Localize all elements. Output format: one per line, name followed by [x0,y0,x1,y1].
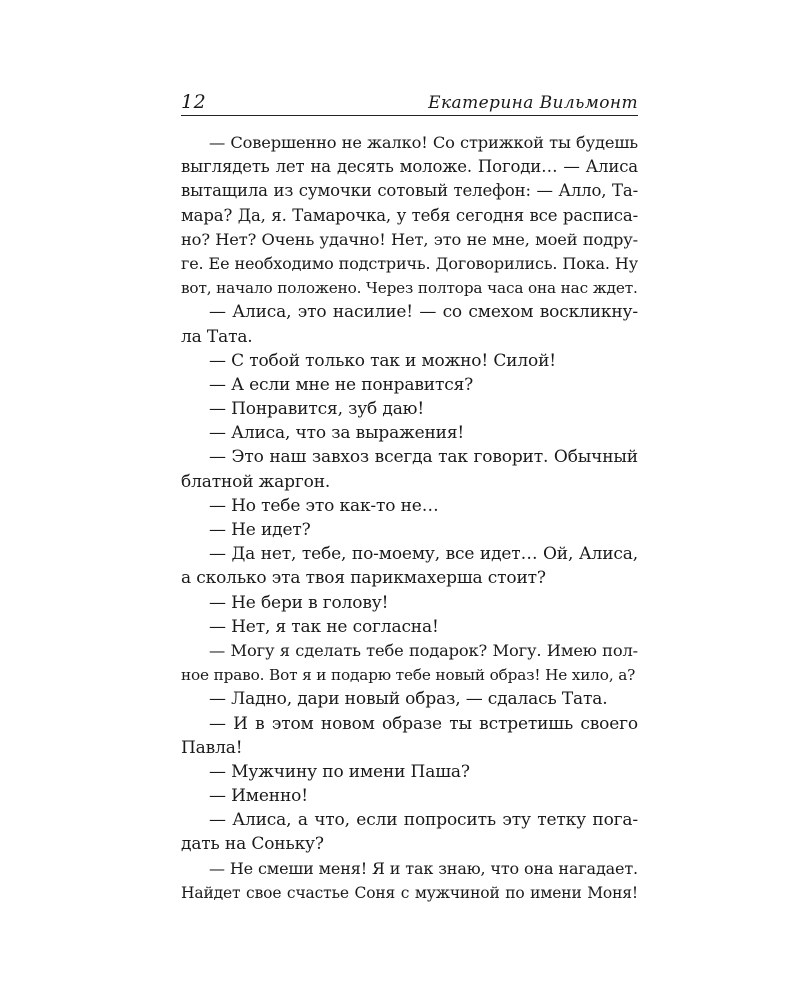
text-line: — Не бери в голову! [209,592,389,613]
text-line: вот, начало положено. Через полтора часа она нас ждет. [181,279,638,298]
body-text [181,131,638,905]
text-line: блатной жаргон. [181,471,331,492]
text-line: — Да нет, тебе, по-моему, все идет… Ой, Алиса, [209,544,638,565]
text-line: ла Тата. [181,326,253,347]
text-line: Павла! [181,737,243,758]
text-line: — Алиса, это насилие! — со смехом воскликну- [209,302,638,323]
text-line: Найдет свое счастье Соня с мужчиной по имени Моня! [181,883,638,902]
text-line: а сколько эта твоя парикмахерша стоит? [181,568,546,589]
text-line: дать на Соньку? [181,834,324,855]
text-line: — Ладно, дари новый образ, — сдалась Тата. [209,689,608,710]
text-line: — Это наш завхоз всегда так говорит. Обычный [209,447,638,468]
text-line: — Мужчину по имени Паша? [209,761,470,782]
text-line: — Могу я сделать тебе подарок? Могу. Имею пол- [209,640,638,660]
text-line: — Понравится, зуб даю! [209,399,425,420]
text-line: — А если мне не понравится? [209,374,474,395]
page-number: 12 [181,91,207,113]
text-line: мара? Да, я. Тамарочка, у тебя сегодня все расписа- [181,205,638,225]
text-line: — И в этом новом образе ты встретишь своего [209,713,638,734]
text-line: — Нет, я так не согласна! [209,616,439,637]
text-line: — Не идет? [209,520,311,540]
text-line: — Именно! [209,786,308,807]
text-line: — С тобой только так и можно! Силой! [209,350,556,371]
text-line: выглядеть лет на десять моложе. Погоди… — Алиса [181,157,638,177]
text-line: — Но тебе это как-то не… [209,495,439,516]
text-line: — Совершенно не жалко! Со стрижкой ты будешь [209,133,638,152]
text-line: ное право. Вот я и подарю тебе новый образ! Не хило, а? [181,666,636,685]
text-line: — Алиса, а что, если попросить эту тетку пога- [209,810,638,831]
text-line: — Не смеши меня! Я и так знаю, что она нагадает. [209,858,638,878]
page-header [181,89,638,116]
text-line: ге. Ее необходимо подстричь. Договорились. Пока. Ну [181,253,638,273]
text-line: вытащила из сумочки сотовый телефон: — Алло, Та- [181,181,638,201]
text-line: — Алиса, что за выражения! [209,423,465,444]
running-title: Екатерина Вильмонт [428,93,638,113]
text-line: но? Нет? Очень удачно! Нет, это не мне, моей подру- [181,229,638,249]
